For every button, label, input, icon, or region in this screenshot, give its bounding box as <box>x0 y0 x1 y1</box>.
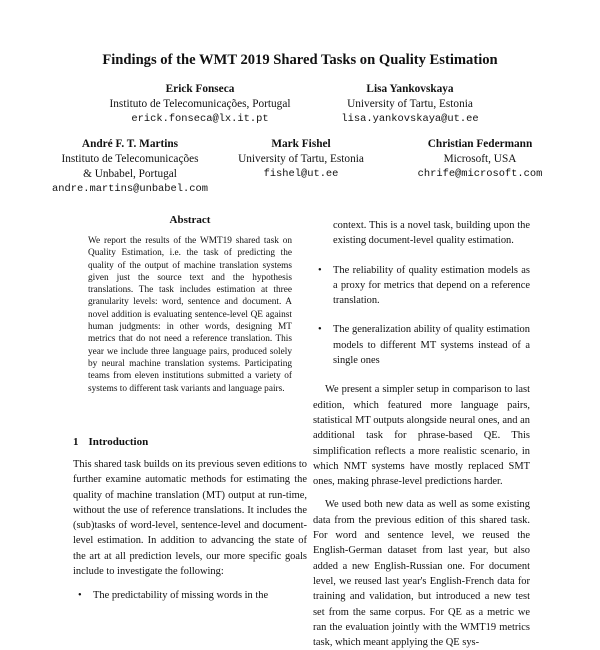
abstract-heading: Abstract <box>169 214 211 226</box>
author-name: Mark Fishel <box>271 138 331 150</box>
list-item: • The predictability of missing words in the <box>78 590 269 602</box>
author-email: fishel@ut.ee <box>263 168 339 180</box>
author-email: andre.martins@unbabel.com <box>52 183 208 195</box>
body-paragraph: We present a simpler setup in comparison to last edition, which featured more language pairs, statistical MT outputs alongside neural ones, and an additional task for phrase-based QE. This simplification reflects a more realistic scenario, in which NMT systems have mostly replaced SMT ones, making phrase-level predictions harder. <box>313 384 530 488</box>
author-name: Lisa Yankovskaya <box>366 83 454 95</box>
author-email: chrife@microsoft.com <box>417 168 543 180</box>
author-block <box>310 82 510 127</box>
left-column-body <box>73 457 307 604</box>
section-title: Introduction <box>88 436 149 448</box>
author-block <box>228 137 374 182</box>
body-paragraph: We used both new data as well as some existing data from the previous edition of this shared task. For word and sentence level, we reused the English-German dataset from last year, but also added a new English-Russian one. For document level, we reused last year's English-French data for training and validation, but introduced a new test set from the same corpus. For QE as a metric we ran the evaluation jointly with the WMT19 metrics task, which meant applying the QE sys- <box>313 499 530 649</box>
list-item: • The reliability of quality estimation models as a proxy for metrics that depend on a reference translation. <box>318 264 530 307</box>
author-affiliation: & Unbabel, Portugal <box>83 168 177 180</box>
left-bullet-list <box>73 588 307 603</box>
abstract-text: We report the results of the WMT19 shared task on Quality Estimation, i.e. the task of predicting the quality of the output of machine translation systems given just the source text and the hypothesis translations. The task includes estimation at three granularity levels: word, sentence and document. A novel addition is evaluating sentence-level QE against human judgments: in other words, designing MT metrics that do not need a reference translation. This year we include three language pairs, produced solely by neural machine translation systems. Participating teams from eleven institutions submitted a variety of systems to different task variants and language pairs. <box>88 236 292 394</box>
paper-title: Findings of the WMT 2019 Shared Tasks on Quality Estimation <box>102 52 498 68</box>
author-name: Christian Federmann <box>427 138 533 150</box>
author-affiliation: Microsoft, USA <box>443 153 517 165</box>
bullet-continuation: context. This is a novel task, building upon the existing document-level quality estimation. <box>333 220 530 247</box>
author-block <box>100 82 300 127</box>
bullet-text: The predictability of missing words in the <box>93 590 269 602</box>
author-affiliation: University of Tartu, Estonia <box>238 153 364 165</box>
right-bullet-list <box>313 263 530 369</box>
author-affiliation: Instituto de Telecomunicações <box>61 153 199 165</box>
author-block <box>375 137 585 182</box>
author-email: erick.fonseca@lx.it.pt <box>131 113 269 125</box>
bullet-text: The reliability of quality estimation models as a proxy for metrics that depend on a reference translation. <box>333 264 530 307</box>
section-heading <box>73 436 148 448</box>
intro-paragraph: This shared task builds on its previous seven editions to further examine automatic methods for estimating the quality of machine translation (MT) output at run-time, without the use of reference translations. It includes the (sub)tasks of word-level, sentence-level and document-level estimation. In addition to advancing the state of the art at all prediction levels, our more specific goals include to investigate the following: <box>73 459 307 578</box>
author-affiliation: University of Tartu, Estonia <box>347 98 473 110</box>
bullet-text: The generalization ability of quality estimation models to different MT systems instead of a single ones <box>333 324 530 367</box>
section-number: 1 <box>73 436 79 448</box>
author-email: lisa.yankovskaya@ut.ee <box>341 113 479 125</box>
author-block <box>20 137 240 197</box>
author-affiliation: Instituto de Telecomunicações, Portugal <box>109 98 291 110</box>
author-name: André F. T. Martins <box>81 138 179 150</box>
right-column-body <box>313 218 530 650</box>
author-name: Erick Fonseca <box>165 83 235 95</box>
list-item: • The generalization ability of quality estimation models to different MT systems instead of a single ones <box>318 324 530 367</box>
